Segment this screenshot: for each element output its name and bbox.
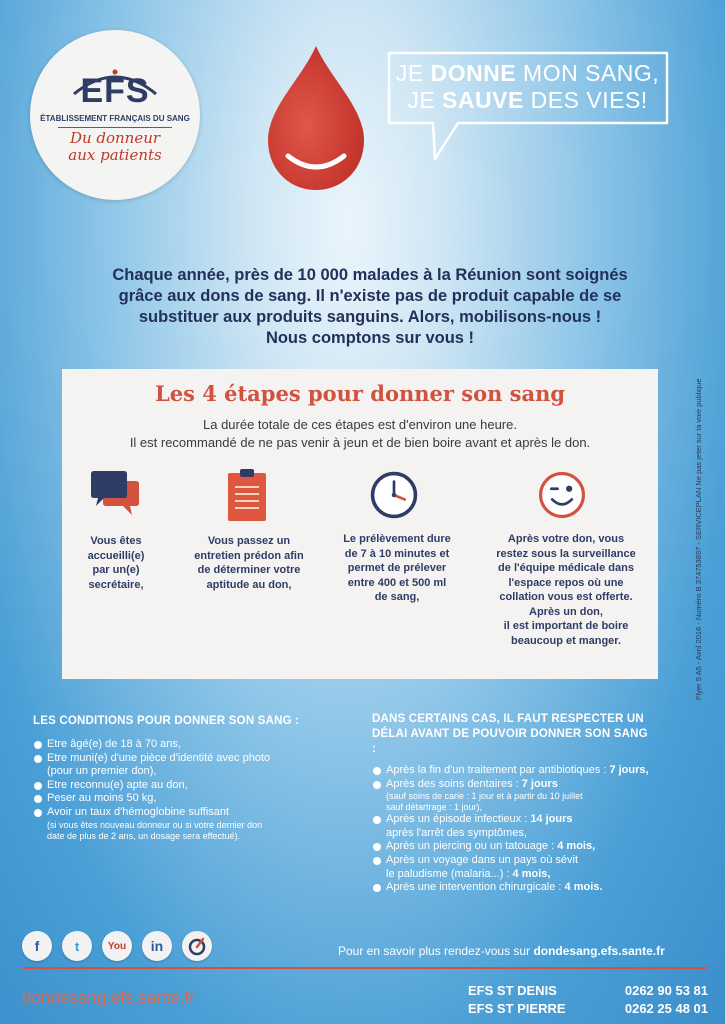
conditions-list [33, 738, 353, 842]
intro-paragraph: Chaque année, près de 10 000 malades à la Réunion sont soignés grâce aux dons de sang. Il n'existe pas de produit capable de se substituer aux produits sanguins. Alors, mobilisons-nous ! Nous comptons sur vous ! [112, 266, 628, 347]
list-item: Avoir un taux d'hémoglobine suffisant (si vous êtes nouveau donneur ou si votre dernier don date de plus de 2 ans, un dosage sera effectué). [33, 806, 353, 842]
conditions-title: LES CONDITIONS POUR DONNER SON SANG : [33, 715, 300, 727]
footer-divider [22, 967, 708, 969]
more-info-link[interactable]: dondesang.efs.sante.fr [533, 944, 665, 958]
list-item: Etre muni(e) d'une pièce d'identité avec photo (pour un premier don), [33, 752, 353, 779]
footer-site-link[interactable]: dondesang.efs.sante.fr [22, 988, 195, 1007]
list-item: Après un épisode infectieux : 14 jours après l'arrêt des symptômes, [372, 813, 702, 840]
phone-st-pierre[interactable]: 0262 25 48 01 [624, 1001, 708, 1016]
logo-full-name: ÉTABLISSEMENT FRANÇAIS DU SANG [40, 114, 190, 123]
steps-subtitle: La durée totale de ces étapes est d'environ une heure. Il est recommandé de ne pas venir à jeun et de bien boire avant et après le don. [129, 417, 591, 450]
list-item: Peser au moins 50 kg, [33, 792, 353, 806]
facebook-icon[interactable]: f [22, 931, 52, 961]
contact-st-pierre: EFS ST PIERRE 0262 25 48 01 [468, 1001, 708, 1016]
clock-icon [369, 467, 419, 523]
logo-slogan-line2: aux patients [68, 146, 162, 164]
steps-title: Les 4 étapes pour donner son sang [154, 381, 566, 406]
efs-logo [30, 30, 200, 200]
step-3-text: Le prélèvement dure de 7 à 10 minutes et permet de prélever entre 400 et 500 ml de sang, [343, 533, 451, 603]
list-item: Après la fin d'un traitement par antibiotiques : 7 jours, [372, 764, 702, 778]
twitter-icon[interactable]: t [62, 931, 92, 961]
efs-app-icon[interactable] [182, 931, 212, 961]
logo-slogan-line1: Du donneur [69, 129, 161, 147]
step-1-text: Vous êtes accueilli(e) par un(e) secrétaire, [87, 535, 145, 591]
more-info-text: Pour en savoir plus rendez-vous sur dondesang.efs.sante.fr [338, 944, 665, 958]
side-legal-text: Flyer 5 A5 - Avril 2016 - Numéro B 374753897 - SERVICEPLAN Ne pas jeter sur la voie publique [694, 378, 703, 700]
youtube-icon[interactable]: You [102, 931, 132, 961]
step-2-text: Vous passez un entretien prédon afin de déterminer votre aptitude au don, [194, 535, 304, 591]
bubble-slogan: JE DONNE MON SANG, JE SAUVE DES VIES! [395, 60, 660, 113]
delays-list [372, 764, 702, 895]
phone-st-denis[interactable]: 0262 90 53 81 [624, 983, 708, 998]
list-item: Après un piercing ou un tatouage : 4 mois, [372, 840, 702, 854]
list-item: Après des soins dentaires : 7 jours (sauf soins de carie : 1 jour et à partir du 10 juillet sauf détartrage : 1 jour), [372, 778, 702, 814]
step-4-text: Après votre don, vous restez sous la surveillance de l'équipe médicale dans l'espace repos où une collation vous est offerte. Après un don, il est important de boire beaucoup et manger. [496, 533, 636, 647]
delays-title: DANS CERTAINS CAS, IL FAUT RESPECTER UN DÉLAI AVANT DE POUVOIR DONNER SON SANG : [372, 713, 648, 755]
steps-card [62, 369, 658, 679]
list-item: Après une intervention chirurgicale : 4 mois. [372, 881, 702, 895]
list-item: Etre âgé(e) de 18 à 70 ans, [33, 738, 353, 752]
list-item: Après un voyage dans un pays où sévit le paludisme (malaria...) : 4 mois, [372, 854, 702, 881]
contact-st-denis: EFS ST DENIS 0262 90 53 81 [468, 983, 708, 998]
logo-slogan [30, 130, 200, 164]
blood-drop-icon [258, 38, 374, 198]
efs-app-glyph-icon [187, 936, 207, 956]
speech-bubbles-icon [90, 469, 140, 525]
linkedin-icon[interactable]: in [142, 931, 172, 961]
winking-smiley-icon [537, 467, 587, 523]
list-item: Etre reconnu(e) apte au don, [33, 779, 353, 793]
clipboard-icon [222, 467, 272, 523]
logo-acronym: EFS [80, 72, 150, 110]
logo-divider [58, 127, 172, 128]
